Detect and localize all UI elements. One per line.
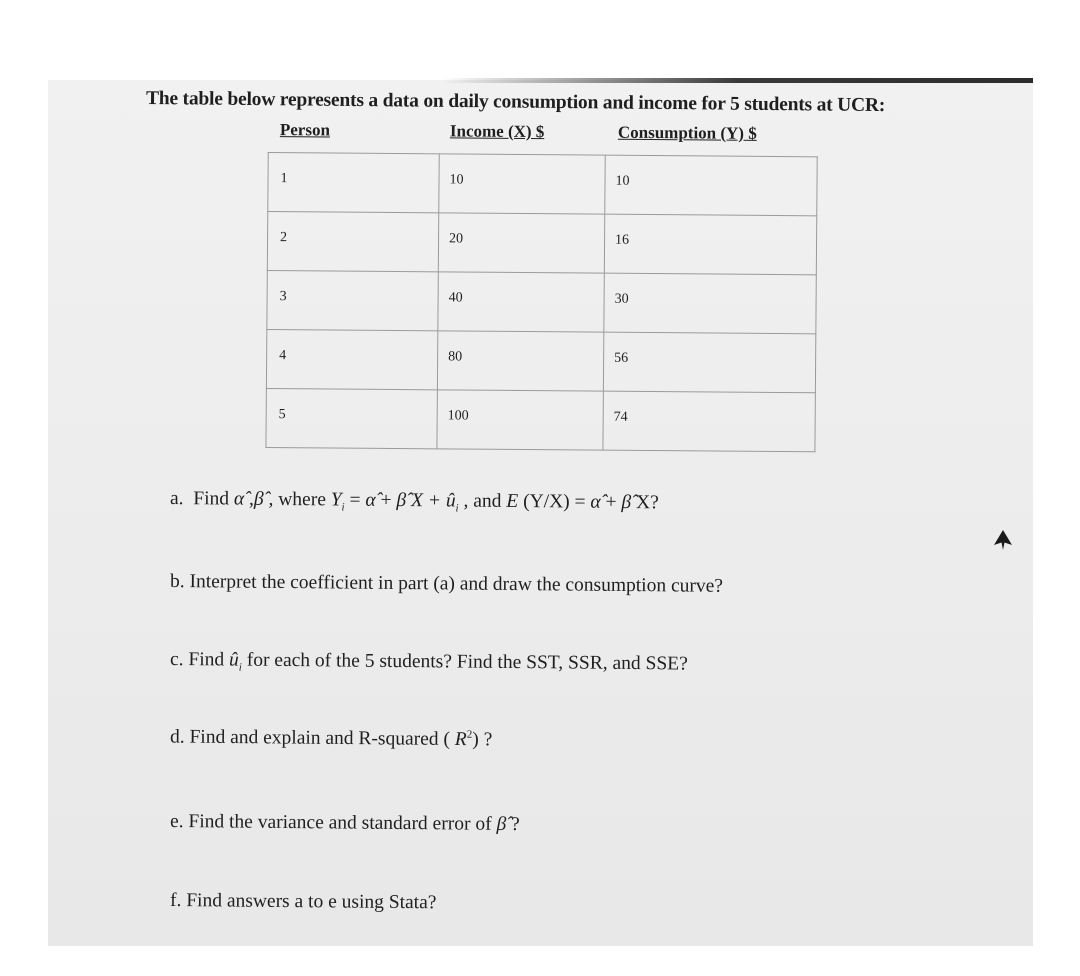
cell-income: 40 (438, 272, 604, 332)
intro-text: The table below represents a data on daily consumption and income for 5 students at UCR: (145, 88, 886, 117)
cell-person: 4 (266, 329, 437, 389)
question-e: e. Find the variance and standard error of β̂ ? (169, 811, 520, 836)
header-consumption: Consumption (Y) $ (617, 122, 757, 143)
cell-person: 5 (266, 388, 437, 448)
question-b: b. Interpret the coefficient in part (a) and draw the consumption curve? (169, 571, 724, 597)
cell-consumption: 10 (605, 155, 817, 216)
screen-edge-shadow (48, 78, 1033, 83)
cell-income: 100 (437, 390, 603, 450)
header-income: Income (X) $ (449, 121, 545, 142)
table-row (267, 270, 816, 333)
question-a: a. Find α̂ ,β̂ , where $Y_i$ = α̂ + β̂ $X + û_i$ , and E (Y/X) = α̂ + β̂ X? (169, 488, 659, 515)
cell-income: 80 (437, 331, 603, 391)
header-person: Person (279, 120, 331, 140)
cell-income: 10 (439, 154, 605, 214)
cell-consumption: 74 (603, 391, 815, 452)
document-photo (48, 80, 1033, 946)
cell-income: 20 (438, 213, 604, 273)
cell-person: 1 (268, 153, 439, 213)
table-row (267, 212, 816, 275)
cell-person: 2 (267, 212, 438, 272)
cell-consumption: 56 (603, 332, 815, 393)
mouse-cursor-icon (993, 529, 1013, 551)
question-d: d. Find and explain and R-squared ( $R^2$) ? (169, 726, 493, 751)
data-table (265, 152, 817, 452)
cell-consumption: 30 (604, 273, 816, 334)
question-c: c. Find $û_i$ for each of the 5 students? Find the SST, SSR, and SSE? (169, 649, 688, 675)
table-row (266, 329, 815, 392)
question-f: f. Find answers a to e using Stata? (169, 890, 437, 914)
table-row (266, 388, 815, 451)
cell-person: 3 (267, 270, 438, 330)
table-row (268, 153, 817, 216)
cell-consumption: 16 (604, 214, 816, 275)
